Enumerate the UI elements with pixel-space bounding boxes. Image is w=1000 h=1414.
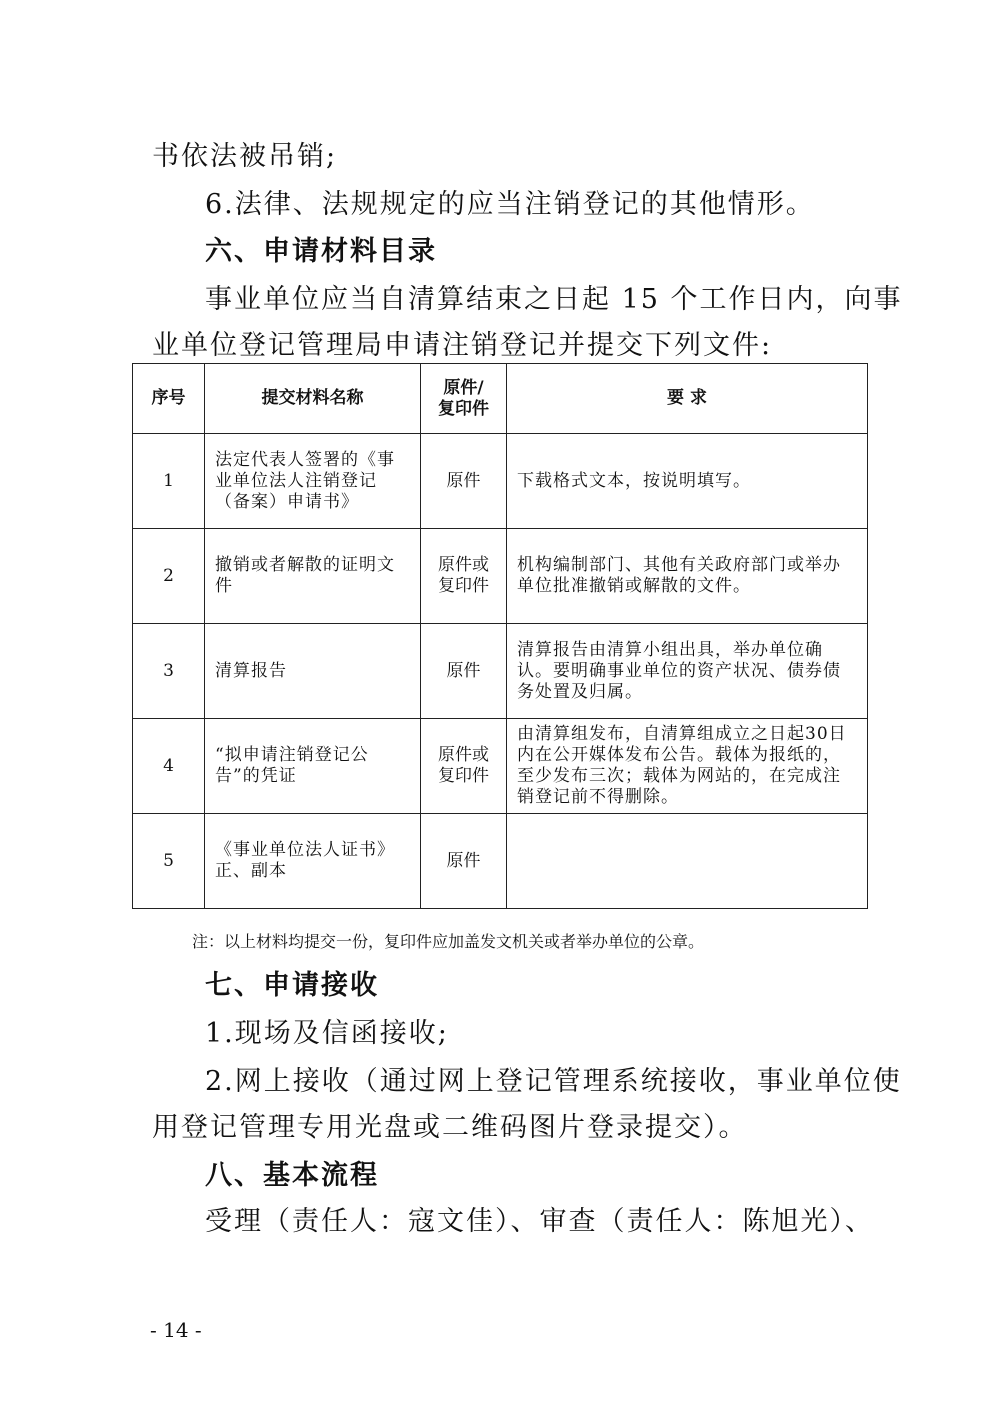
table-note: 注：以上材料均提交一份，复印件应加盖发文机关或者举办单位的公章。: [192, 932, 705, 951]
header-requirements: 要 求: [507, 364, 868, 434]
header-material-name: 提交材料名称: [205, 364, 421, 434]
header-seq: 序号: [133, 364, 205, 434]
section-8-line-1: 受理（责任人：寇文佳）、审查（责任人：陈旭光）、: [205, 1206, 874, 1237]
row-requirements: [507, 814, 868, 909]
page-number: - 14 -: [150, 1318, 202, 1342]
section-6-paragraph-line-1: 事业单位应当自清算结束之日起 15 个工作日内，向事: [205, 284, 903, 315]
row-original-copy: 原件: [421, 434, 507, 529]
row-requirements: 清算报告由清算小组出具，举办单位确认。要明确事业单位的资产状况、债券债务处置及归属。: [507, 624, 868, 719]
row-original-copy: 原件: [421, 814, 507, 909]
row-seq: 1: [133, 434, 205, 529]
section-7-item-2-line-2: 用登记管理专用光盘或二维码图片登录提交）。: [152, 1112, 748, 1143]
table-row: [133, 529, 868, 624]
intro-line-1: 书依法被吊销;: [152, 141, 338, 172]
section-6-heading: 六、申请材料目录: [205, 236, 437, 267]
materials-table: [132, 363, 868, 909]
row-material-name: “拟申请注销登记公告”的凭证: [205, 719, 421, 814]
row-original-copy: 原件或复印件: [421, 719, 507, 814]
row-seq: 4: [133, 719, 205, 814]
row-original-copy: 原件或复印件: [421, 529, 507, 624]
section-6-paragraph-line-2: 业单位登记管理局申请注销登记并提交下列文件:: [152, 330, 773, 361]
section-8-heading: 八、基本流程: [205, 1160, 379, 1191]
intro-line-2: 6.法律、法规规定的应当注销登记的其他情形。: [205, 189, 815, 220]
row-material-name: 法定代表人签署的《事业单位法人注销登记（备案）申请书》: [205, 434, 421, 529]
row-original-copy: 原件: [421, 624, 507, 719]
row-seq: 5: [133, 814, 205, 909]
section-7-item-1: 1.现场及信函接收;: [205, 1018, 449, 1049]
row-material-name: 《事业单位法人证书》正、副本: [205, 814, 421, 909]
row-requirements: 下载格式文本，按说明填写。: [507, 434, 868, 529]
row-requirements: 机构编制部门、其他有关政府部门或举办单位批准撤销或解散的文件。: [507, 529, 868, 624]
row-material-name: 清算报告: [205, 624, 421, 719]
row-seq: 2: [133, 529, 205, 624]
table-row: [133, 624, 868, 719]
table-header-row: [133, 364, 868, 434]
section-7-item-2-line-1: 2.网上接收（通过网上登记管理系统接收，事业单位使: [205, 1066, 902, 1097]
table-row: [133, 434, 868, 529]
row-requirements: 由清算组发布，自清算组成立之日起30日内在公开媒体发布公告。载体为报纸的，至少发布三次；载体为网站的，在完成注销登记前不得删除。: [507, 719, 868, 814]
header-original-copy: 原件/复印件: [421, 364, 507, 434]
section-7-heading: 七、申请接收: [205, 970, 379, 1001]
row-seq: 3: [133, 624, 205, 719]
row-material-name: 撤销或者解散的证明文件: [205, 529, 421, 624]
table-row: [133, 719, 868, 814]
table-row: [133, 814, 868, 909]
